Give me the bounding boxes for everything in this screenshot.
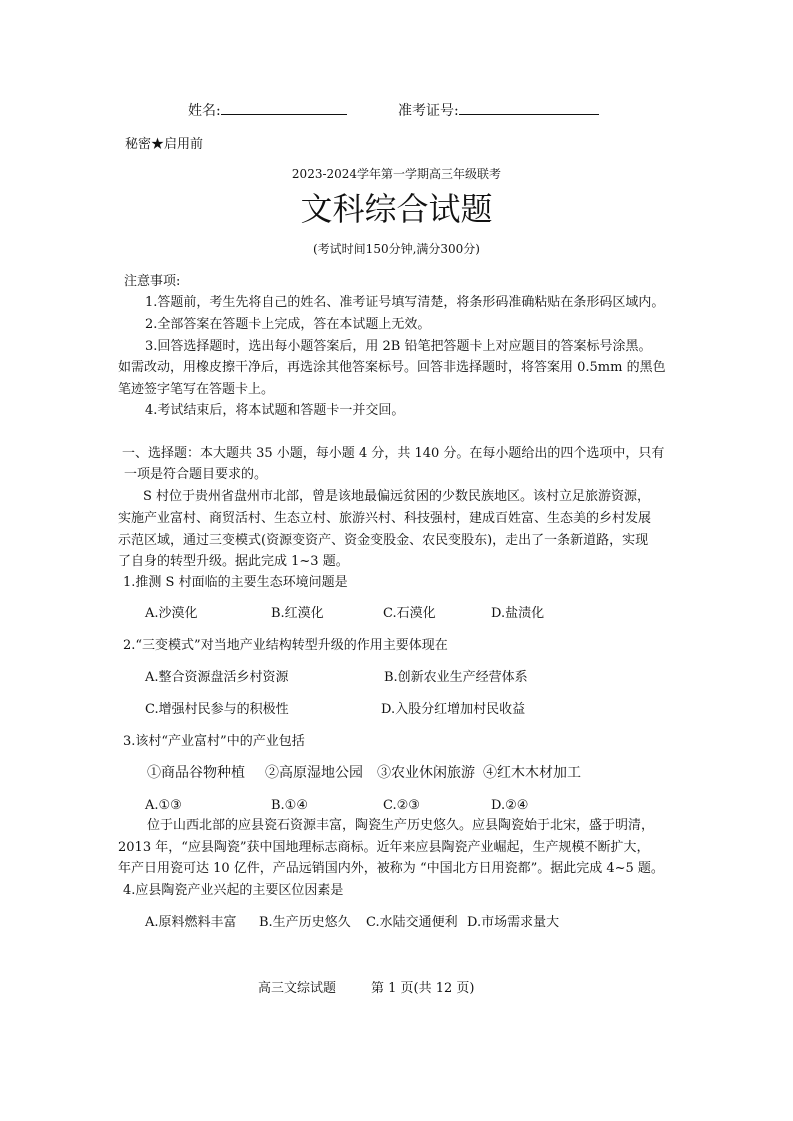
q2-option-d: D.入股分红增加村民收益 xyxy=(381,702,526,717)
exam-id-blank-line xyxy=(459,100,599,115)
q3-option-d: D.②④ xyxy=(491,798,529,813)
exam-subtitle: 2023-2024学年第一学期高三年级联考 xyxy=(291,167,502,181)
name-blank-line xyxy=(221,100,347,115)
q1-option-c: C.石漠化 xyxy=(383,606,436,621)
q2-option-c: C.增强村民参与的积极性 xyxy=(145,702,289,717)
exam-time-note: (考试时间150分钟,满分300分) xyxy=(313,242,480,256)
name-label: 姓名: xyxy=(188,103,221,119)
q4-option-b: B.生产历史悠久 xyxy=(259,915,351,930)
passage-line: S 村位于贵州省盘州市北部，曾是该地最偏远贫困的少数民族地区。该村立足旅游资源， xyxy=(143,489,651,504)
notice-item: 如需改动，用橡皮擦干净后，再选涂其他答案标号。回答非选择题时，将答案用 0.5mm 的黑色 xyxy=(118,360,666,375)
q4-option-d: D.市场需求量大 xyxy=(467,915,560,930)
question-4-stem: 4.应县陶瓷产业兴起的主要区位因素是 xyxy=(123,883,344,898)
q2-option-b: B.创新农业生产经营体系 xyxy=(384,670,528,685)
q3-item-4: ④红木木材加工 xyxy=(483,765,581,781)
notice-item: 3.回答选择题时，选出每小题答案后，用 2B 铅笔把答题卡上对应题目的答案标号涂黑。 xyxy=(145,339,652,354)
q1-option-d: D.盐渍化 xyxy=(491,606,545,621)
section-heading-line: 一项是符合题目要求的。 xyxy=(124,467,268,482)
q3-option-a: A.①③ xyxy=(145,798,182,813)
passage-line: 了自身的转型升级。据此完成 1~3 题。 xyxy=(118,554,349,569)
question-3-stem: 3.该村“产业富村”中的产业包括 xyxy=(123,734,305,749)
notice-heading: 注意事项: xyxy=(124,274,181,289)
secret-mark: 秘密★启用前 xyxy=(125,137,204,152)
q3-option-b: B.①④ xyxy=(271,798,308,813)
footer-page-number: 第 1 页(共 12 页) xyxy=(371,981,475,996)
passage-line: 位于山西北部的应县瓷石资源丰富，陶瓷生产历史悠久。应县陶瓷始于北宋，盛于明清， xyxy=(147,818,655,833)
q3-item-2: ②高原湿地公园 xyxy=(265,765,363,781)
notice-item: 2.全部答案在答题卡上完成，答在本试题上无效。 xyxy=(145,317,431,332)
q3-item-1: ①商品谷物种植 xyxy=(147,765,245,781)
question-2-stem: 2.“三变模式”对当地产业结构转型升级的作用主要体现在 xyxy=(123,638,448,653)
passage-line: 2013 年，“应县陶瓷”获中国地理标志商标。近年来应县陶瓷产业崛起，生产规模不断扩大， xyxy=(118,840,650,855)
q4-option-c: C.水陆交通便利 xyxy=(366,915,458,930)
section-heading-line: 一、选择题：本大题共 35 小题，每小题 4 分，共 140 分。在每小题给出的四个选项中，只有 xyxy=(122,446,665,461)
q3-item-3: ③农业休闲旅游 xyxy=(377,765,475,781)
passage-line: 示范区域，通过三变模式(资源变资产、资金变股金、农民变股东)，走出了一条新道路，实现 xyxy=(118,533,649,548)
q3-option-c: C.②③ xyxy=(383,798,420,813)
footer-subject: 高三文综试题 xyxy=(258,981,337,996)
passage-line: 实施产业富村、商贸活村、生态立村、旅游兴村、科技强村，建成百姓富、生态美的乡村发展 xyxy=(118,511,652,526)
exam-id-field xyxy=(398,100,599,120)
notice-item: 1.答题前，考生先将自己的姓名、准考证号填写清楚，将条形码准确粘贴在条形码区域内。 xyxy=(145,295,665,310)
q4-option-a: A.原料燃料丰富 xyxy=(145,915,237,930)
notice-item: 笔迹签字笔写在答题卡上。 xyxy=(118,382,275,397)
exam-id-label: 准考证号: xyxy=(398,103,459,119)
q1-option-b: B.红漠化 xyxy=(271,606,324,621)
name-field xyxy=(188,100,347,120)
question-1-stem: 1.推测 S 村面临的主要生态环境问题是 xyxy=(123,575,348,590)
notice-item: 4.考试结束后，将本试题和答题卡一并交回。 xyxy=(145,403,405,418)
q2-option-a: A.整合资源盘活乡村资源 xyxy=(145,670,289,685)
passage-line: 年产日用瓷可达 10 亿件，产品远销国内外，被称为 “中国北方日用瓷都”。据此完成 4~5 题。 xyxy=(118,861,664,876)
exam-title: 文科综合试题 xyxy=(300,190,493,228)
q1-option-a: A.沙漠化 xyxy=(145,606,198,621)
